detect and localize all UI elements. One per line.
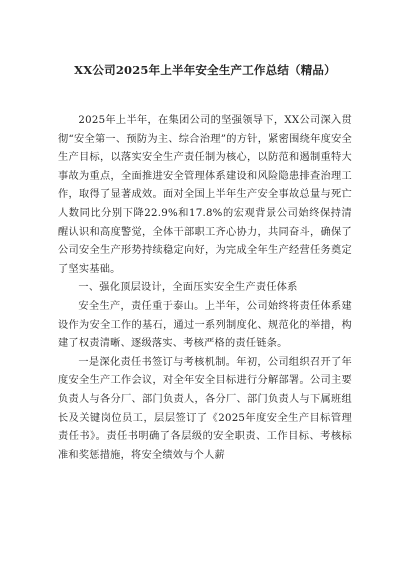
paragraph-intro: 2025年上半年，在集团公司的坚强领导下，XX公司深入贯彻“安全第一、预防为主、综合治理”的方针，紧密围绕年度安全生产目标，以落实安全生产责任制为核心，以防范和遏制重特大事故为重点，全面推进安全管理体系建设和风险隐患排查治理工作，取得了显著成效。面对全国上半年生产安全事故总量与死亡人数同比分别下降22.9%和17.8%的宏观背景公司始终保持清醒认识和高度警觉，全体干部职工齐心协力，共同奋斗，确保了公司安全生产形势持续稳定向好，为完成全年生产经营任务奠定了坚实基础。	[58, 115, 352, 275]
document-title: XX公司2025年上半年安全生产工作总结（精品）	[74, 63, 336, 77]
paragraph-responsibility: 安全生产，责任重于泰山。上半年，公司始终将责任体系建设作为安全工作的基石，通过一系列制度化、规范化的举措，构建了权责清晰、逐级落实、考核严格的责任链条。	[58, 300, 352, 350]
paragraph-responsibility-letter: 一是深化责任书签订与考核机制。年初，公司组织召开了年度安全生产工作会议，对全年安全目标进行分解部署。公司主要负责人与各分厂、部门负责人，各分厂、部门负责人与下属班组长及关键岗位员工，层层签订了《2025年度安全生产目标管理责任书》。责任书明确了各层级的安全职责、工作目标、考核标准和奖惩措施，将安全绩效与个人薪	[58, 356, 352, 461]
section-heading-1: 一、强化顶层设计，全面压实安全生产责任体系	[78, 282, 298, 294]
